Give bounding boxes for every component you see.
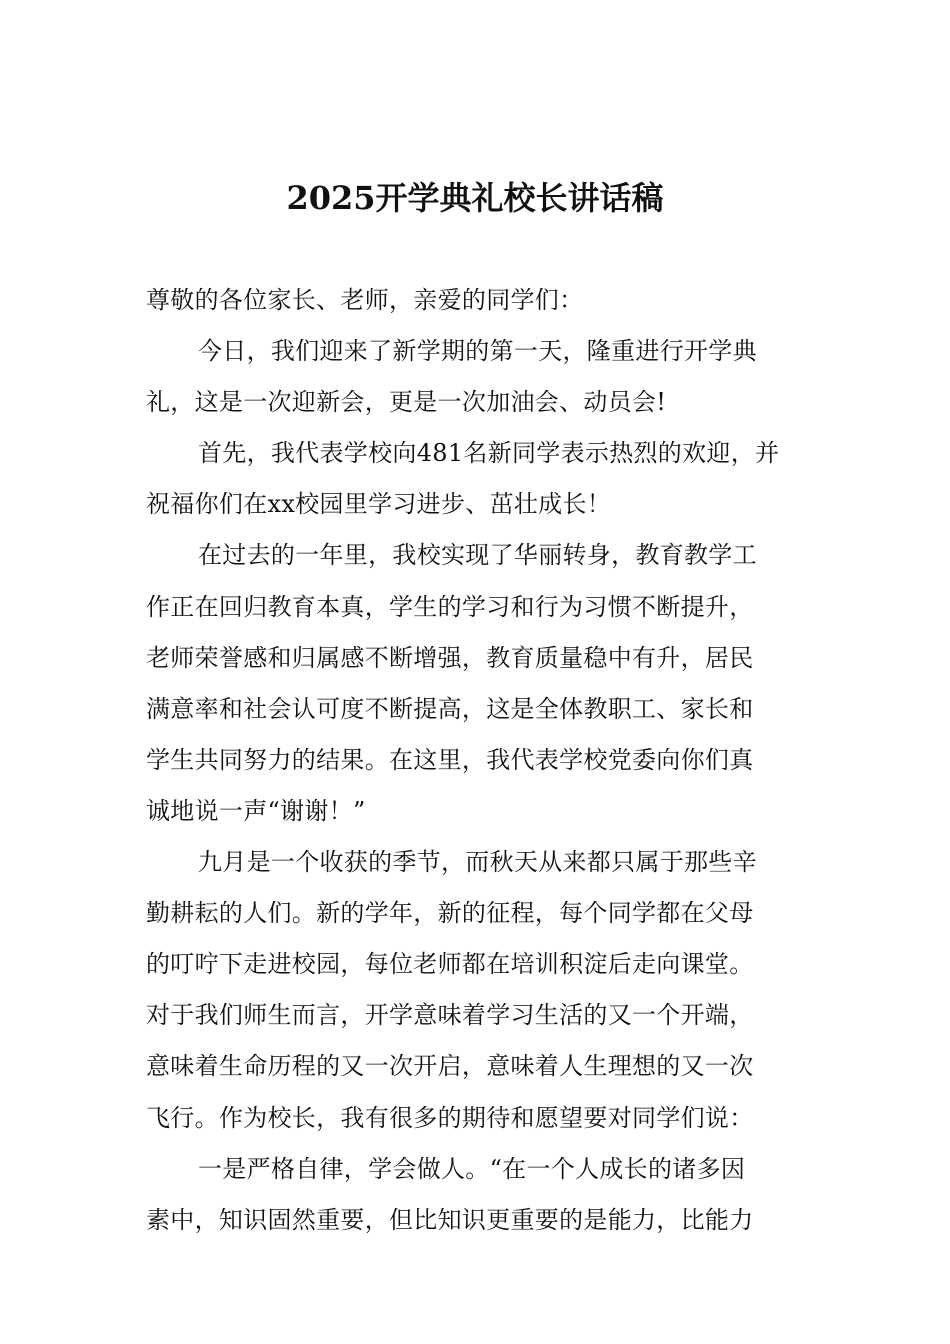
paragraph-line: 作正在回归教育本真，学生的学习和行为习惯不断提升，: [146, 592, 754, 621]
paragraph-line: 祝福你们在xx校园里学习进步、茁壮成长！: [146, 490, 612, 519]
paragraph-line: 礼，这是一次迎新会，更是一次加油会、动员会!: [146, 388, 667, 417]
paragraph-line: 勤耕耘的人们。新的学年，新的征程，每个同学都在父母: [146, 899, 754, 928]
paragraph-line: 素中，知识固然重要，但比知识更重要的是能力，比能力: [146, 1205, 754, 1234]
paragraph-line: 在过去的一年里，我校实现了华丽转身，教育教学工: [198, 541, 757, 570]
paragraph-line: 今日，我们迎来了新学期的第一天，隆重进行开学典: [198, 337, 757, 366]
paragraph-line: 老师荣誉感和归属感不断增强，教育质量稳中有升，居民: [146, 643, 754, 672]
salutation-line: 尊敬的各位家长、老师，亲爱的同学们：: [146, 286, 584, 314]
document-body: [146, 279, 806, 1250]
paragraph-line: 对于我们师生而言，开学意味着学习生活的又一个开端，: [146, 1001, 754, 1030]
paragraph-line: 九月是一个收获的季节，而秋天从来都只属于那些辛: [198, 848, 757, 877]
paragraph-line: 一是严格自律，学会做人。“在一个人成长的诸多因: [198, 1154, 746, 1183]
document-title: 2025开学典礼校长讲话稿: [286, 179, 664, 217]
paragraph-line: 的叮咛下走进校园，每位老师都在培训积淀后走向课堂。: [146, 950, 754, 979]
paragraph-line: 首先，我代表学校向481名新同学表示热烈的欢迎，并: [198, 439, 780, 468]
paragraph-line: 满意率和社会认可度不断提高，这是全体教职工、家长和: [146, 694, 754, 723]
paragraph-line: 飞行。作为校长，我有很多的期待和愿望要对同学们说：: [146, 1103, 754, 1132]
paragraph-line: 诚地说一声“谢谢！”: [146, 796, 366, 825]
paragraph-line: 意味着生命历程的又一次开启，意味着人生理想的又一次: [146, 1052, 754, 1081]
paragraph-line: 学生共同努力的结果。在这里，我代表学校党委向你们真: [146, 745, 754, 774]
